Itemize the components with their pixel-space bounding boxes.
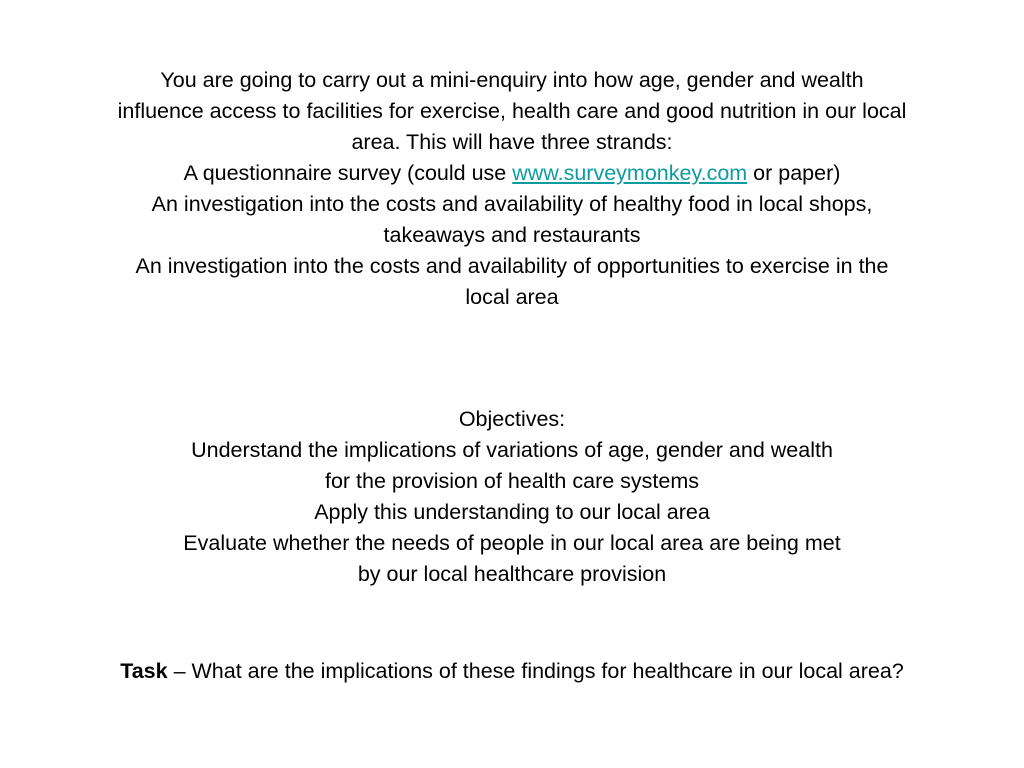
task-text: – What are the implications of these findings for healthcare in our local area?: [167, 659, 904, 683]
surveymonkey-link[interactable]: www.surveymonkey.com: [512, 161, 748, 185]
intro-line-1: You are going to carry out a mini-enquiry into how age, gender and wealth: [160, 68, 864, 92]
intro-line-3: area. This will have three strands:: [351, 130, 673, 154]
task-section: [0, 656, 1024, 687]
strand-questionnaire-text-before: A questionnaire survey (could use: [183, 161, 513, 185]
objective-1-line-2: for the provision of health care systems: [324, 469, 700, 493]
strand-food-line-1: An investigation into the costs and availability of healthy food in local shops,: [151, 192, 873, 216]
strand-questionnaire-text-after: or paper): [747, 161, 841, 185]
strand-questionnaire: [0, 158, 1024, 189]
intro-section: [0, 65, 1024, 313]
objective-3-line-2: by our local healthcare provision: [357, 562, 667, 586]
objective-1-line-1: Understand the implications of variations of age, gender and wealth: [191, 438, 833, 462]
strand-food-line-2: takeaways and restaurants: [383, 223, 641, 247]
objectives-section: [0, 404, 1024, 590]
strand-exercise-line-2: local area: [465, 285, 559, 309]
strand-exercise-line-1: An investigation into the costs and availability of opportunities to exercise in the: [135, 254, 889, 278]
objective-3-line-1: Evaluate whether the needs of people in our local area are being met: [183, 531, 841, 555]
objectives-heading: Objectives:: [458, 407, 566, 431]
intro-line-2: influence access to facilities for exercise, health care and good nutrition in our local: [117, 99, 907, 123]
objective-2: Apply this understanding to our local area: [314, 500, 710, 524]
task-label: Task: [120, 659, 168, 683]
